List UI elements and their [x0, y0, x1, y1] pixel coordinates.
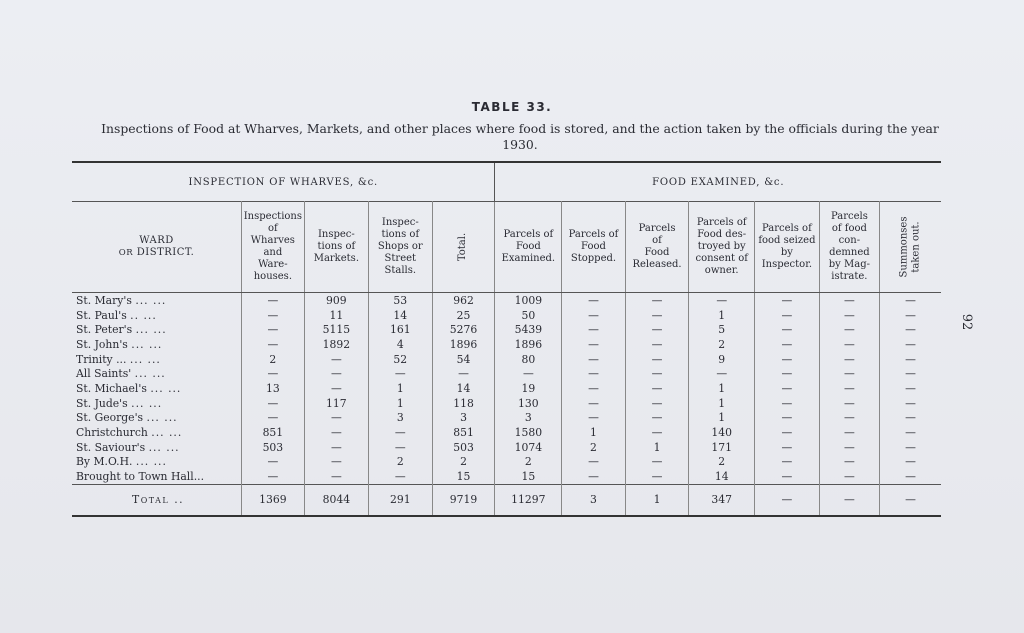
total-cell: 5276 [432, 322, 495, 337]
table-row [72, 308, 941, 323]
markets-cell: — [304, 381, 368, 396]
leader-dots: ... ... [151, 426, 183, 440]
wharves-cell: — [242, 455, 305, 470]
total-row [72, 484, 941, 516]
stopped-cell: — [562, 308, 625, 323]
ward-cell [72, 293, 242, 308]
summonses-header: Summonses taken out. [880, 202, 941, 293]
summonses-cell: — [905, 367, 916, 381]
total-condemned-cell: — [819, 484, 879, 516]
leader-dots: ... ... [148, 440, 180, 454]
shops-cell: 4 [369, 337, 433, 352]
destroyed-cell: 1 [689, 308, 755, 323]
total-shops-cell: 291 [369, 484, 433, 516]
wharves-cell: 2 [242, 352, 305, 367]
stopped-cell: — [562, 396, 625, 411]
markets-cell: — [304, 425, 368, 440]
total-seized-cell: — [755, 484, 820, 516]
shops-cell: — [369, 469, 433, 484]
table-row [72, 425, 941, 440]
destroyed-cell: 1 [689, 411, 755, 426]
markets-cell: 117 [304, 396, 368, 411]
ward-header: WARD OR DISTRICT. [72, 202, 242, 293]
released-cell: — [625, 293, 689, 308]
total-released-cell: 1 [625, 484, 689, 516]
condemned-cell: — [819, 293, 879, 308]
destroyed-cell: 9 [689, 352, 755, 367]
stopped-cell: — [562, 352, 625, 367]
markets-cell: 5115 [304, 322, 368, 337]
total-cell: 54 [432, 352, 495, 367]
stopped-cell: — [562, 455, 625, 470]
parcels-examined-header: Parcels of Food Examined. [495, 202, 562, 293]
table-title: TABLE 33. [471, 100, 553, 114]
page-number: 92 [959, 313, 974, 331]
ward-cell [72, 381, 242, 396]
summonses-cell: — [905, 426, 916, 440]
total-summonses-cell: — [880, 484, 941, 516]
markets-cell: — [304, 469, 368, 484]
destroyed-cell: 5 [689, 322, 755, 337]
stopped-cell: — [562, 293, 625, 308]
table-row [72, 352, 941, 367]
total-cell: 14 [432, 381, 495, 396]
total-total-cell: 9719 [432, 484, 495, 516]
seized-cell: — [755, 381, 820, 396]
condemned-cell: — [819, 469, 879, 484]
destroyed-cell: 1 [689, 396, 755, 411]
shops-cell: 3 [369, 411, 433, 426]
released-cell: — [625, 322, 689, 337]
stopped-cell: — [562, 469, 625, 484]
wharves-cell: — [242, 293, 305, 308]
condemned-cell: — [819, 322, 879, 337]
released-cell: — [625, 366, 689, 381]
total-cell: 962 [432, 293, 495, 308]
examined-cell: 15 [495, 469, 562, 484]
table-row [72, 337, 941, 352]
markets-cell: — [304, 455, 368, 470]
table-row [72, 411, 941, 426]
ward-name: All Saints' [76, 367, 132, 381]
stopped-cell: — [562, 366, 625, 381]
ward-cell [72, 455, 242, 470]
released-cell: — [625, 469, 689, 484]
shops-cell: 53 [369, 293, 433, 308]
summonses-cell: — [905, 411, 916, 425]
leader-dots: ... ... [135, 455, 167, 469]
examined-cell: 1074 [495, 440, 562, 455]
table-row [72, 396, 941, 411]
table-subtitle: Inspections of Food at Wharves, Markets, and other places where food is stored, and the action taken by the officials during the year 1930. [101, 121, 939, 152]
total-destroyed-cell: 347 [689, 484, 755, 516]
summonses-cell: — [905, 381, 916, 395]
examined-cell: 50 [495, 308, 562, 323]
condemned-cell: — [819, 440, 879, 455]
summonses-cell: — [905, 352, 916, 366]
seized-cell: — [755, 396, 820, 411]
wharves-cell: — [242, 337, 305, 352]
shops-cell: 52 [369, 352, 433, 367]
released-cell: 1 [625, 440, 689, 455]
destroyed-cell: 2 [689, 455, 755, 470]
released-cell: — [625, 455, 689, 470]
summonses-cell: — [905, 440, 916, 454]
leader-dots: ... ... [134, 367, 166, 381]
stopped-cell: — [562, 411, 625, 426]
released-cell: — [625, 396, 689, 411]
leader-dots: .. [174, 493, 185, 507]
leader-dots: ... ... [129, 352, 161, 366]
total-cell: 25 [432, 308, 495, 323]
wharves-cell: — [242, 396, 305, 411]
leader-dots: ... ... [150, 381, 182, 395]
parcels-destroyed-header: Parcels of Food des- troyed by consent of owner. [689, 202, 755, 293]
wharves-cell: 13 [242, 381, 305, 396]
summonses-cell: — [905, 293, 916, 307]
examined-cell: 1009 [495, 293, 562, 308]
seized-cell: — [755, 425, 820, 440]
section-header-row [72, 162, 941, 202]
stopped-cell: — [562, 337, 625, 352]
parcels-seized-header: Parcels of food seized by Inspector. [755, 202, 820, 293]
ward-cell [72, 352, 242, 367]
destroyed-cell: 140 [689, 425, 755, 440]
total-stopped-cell: 3 [562, 484, 625, 516]
shops-cell: 1 [369, 396, 433, 411]
shops-cell: — [369, 366, 433, 381]
wharves-cell: — [242, 322, 305, 337]
released-cell: — [625, 411, 689, 426]
seized-cell: — [755, 322, 820, 337]
table-row [72, 455, 941, 470]
wharves-header: Inspections of Wharves and Ware- houses. [242, 202, 305, 293]
total-markets-cell: 8044 [304, 484, 368, 516]
table-row [72, 440, 941, 455]
destroyed-cell: — [689, 293, 755, 308]
shops-cell: 1 [369, 381, 433, 396]
stopped-cell: — [562, 381, 625, 396]
wharves-cell: — [242, 366, 305, 381]
examined-cell: 3 [495, 411, 562, 426]
markets-cell: 909 [304, 293, 368, 308]
seized-cell: — [755, 366, 820, 381]
ward-cell [72, 337, 242, 352]
released-cell: — [625, 352, 689, 367]
seized-cell: — [755, 469, 820, 484]
ward-name: Christchurch [76, 426, 148, 440]
ward-cell [72, 366, 242, 381]
wharves-cell: — [242, 469, 305, 484]
seized-cell: — [755, 337, 820, 352]
condemned-cell: — [819, 381, 879, 396]
total-header: Total. [432, 202, 495, 293]
total-cell: 3 [432, 411, 495, 426]
shops-cell: — [369, 425, 433, 440]
ward-name: Trinity ... [76, 352, 127, 366]
examined-cell: 5439 [495, 322, 562, 337]
shops-cell: — [369, 440, 433, 455]
ward-name: St. Michael's [76, 381, 147, 395]
markets-cell: — [304, 440, 368, 455]
shops-cell: 2 [369, 455, 433, 470]
examined-cell: 130 [495, 396, 562, 411]
parcels-condemned-header: Parcels of food con- demned by Mag- istrate. [819, 202, 879, 293]
released-cell: — [625, 308, 689, 323]
ward-name: St. Mary's [76, 293, 132, 307]
markets-cell: — [304, 366, 368, 381]
summonses-cell: — [905, 308, 916, 322]
inspection-table [72, 161, 941, 517]
markets-cell: — [304, 411, 368, 426]
table-row [72, 381, 941, 396]
examined-cell: 80 [495, 352, 562, 367]
shops-header: Inspec- tions of Shops or Street Stalls. [369, 202, 433, 293]
condemned-cell: — [819, 352, 879, 367]
wharves-cell: — [242, 308, 305, 323]
ward-cell [72, 411, 242, 426]
leader-dots: .. ... [130, 308, 157, 322]
condemned-cell: — [819, 366, 879, 381]
column-header-row [72, 202, 941, 293]
total-cell: 118 [432, 396, 495, 411]
parcels-stopped-header: Parcels of Food Stopped. [562, 202, 625, 293]
seized-cell: — [755, 308, 820, 323]
ward-name: St. Jude's [76, 396, 128, 410]
shops-cell: 14 [369, 308, 433, 323]
wharves-cell: 851 [242, 425, 305, 440]
markets-cell: 11 [304, 308, 368, 323]
released-cell: — [625, 425, 689, 440]
leader-dots: ... ... [131, 337, 163, 351]
leader-dots: ... ... [135, 323, 167, 337]
summonses-cell: — [905, 396, 916, 410]
total-label: Total [132, 493, 170, 507]
wharves-cell: 503 [242, 440, 305, 455]
total-cell: 503 [432, 440, 495, 455]
released-cell: — [625, 381, 689, 396]
parcels-released-header: Parcels of Food Released. [625, 202, 689, 293]
section-inspection-header: INSPECTION OF WHARVES, &c. [72, 162, 495, 202]
examined-cell: — [495, 366, 562, 381]
table-row [72, 469, 941, 484]
ward-name: St. Saviour's [76, 440, 146, 454]
total-wharves-cell: 1369 [242, 484, 305, 516]
condemned-cell: — [819, 411, 879, 426]
total-cell: 851 [432, 425, 495, 440]
ward-cell [72, 322, 242, 337]
ward-cell [72, 396, 242, 411]
condemned-cell: — [819, 455, 879, 470]
table-row [72, 293, 941, 308]
examined-cell: 19 [495, 381, 562, 396]
ward-name: St. Paul's [76, 308, 127, 322]
total-examined-cell: 11297 [495, 484, 562, 516]
seized-cell: — [755, 455, 820, 470]
total-label-cell [72, 484, 242, 516]
leader-dots: ... ... [131, 396, 163, 410]
destroyed-cell: 171 [689, 440, 755, 455]
total-cell: — [432, 366, 495, 381]
seized-cell: — [755, 411, 820, 426]
destroyed-cell: 2 [689, 337, 755, 352]
condemned-cell: — [819, 396, 879, 411]
markets-cell: — [304, 352, 368, 367]
examined-cell: 1896 [495, 337, 562, 352]
wharves-cell: — [242, 411, 305, 426]
seized-cell: — [755, 352, 820, 367]
destroyed-cell: — [689, 366, 755, 381]
examined-cell: 1580 [495, 425, 562, 440]
ward-cell [72, 425, 242, 440]
markets-cell: 1892 [304, 337, 368, 352]
section-food-header: FOOD EXAMINED, &c. [652, 176, 785, 188]
ward-name: By M.O.H. [76, 455, 133, 469]
markets-header: Inspec- tions of Markets. [304, 202, 368, 293]
ward-name: St. George's [76, 411, 144, 425]
shops-cell: 161 [369, 322, 433, 337]
summonses-cell: — [905, 323, 916, 337]
released-cell: — [625, 337, 689, 352]
condemned-cell: — [819, 337, 879, 352]
summonses-cell: — [905, 337, 916, 351]
leader-dots: ... ... [146, 411, 178, 425]
condemned-cell: — [819, 425, 879, 440]
summonses-cell: — [905, 455, 916, 469]
ward-cell [72, 469, 242, 484]
total-cell: 15 [432, 469, 495, 484]
destroyed-cell: 1 [689, 381, 755, 396]
leader-dots: ... ... [135, 293, 167, 307]
ward-name: St. John's [76, 337, 128, 351]
ward-name: Brought to Town Hall... [76, 470, 205, 484]
stopped-cell: 2 [562, 440, 625, 455]
stopped-cell: 1 [562, 425, 625, 440]
ward-cell [72, 440, 242, 455]
summonses-cell: — [905, 470, 916, 484]
destroyed-cell: 14 [689, 469, 755, 484]
seized-cell: — [755, 293, 820, 308]
table-row [72, 366, 941, 381]
stopped-cell: — [562, 322, 625, 337]
condemned-cell: — [819, 308, 879, 323]
ward-cell [72, 308, 242, 323]
examined-cell: 2 [495, 455, 562, 470]
seized-cell: — [755, 440, 820, 455]
total-cell: 1896 [432, 337, 495, 352]
table-row [72, 322, 941, 337]
total-cell: 2 [432, 455, 495, 470]
ward-name: St. Peter's [76, 323, 133, 337]
